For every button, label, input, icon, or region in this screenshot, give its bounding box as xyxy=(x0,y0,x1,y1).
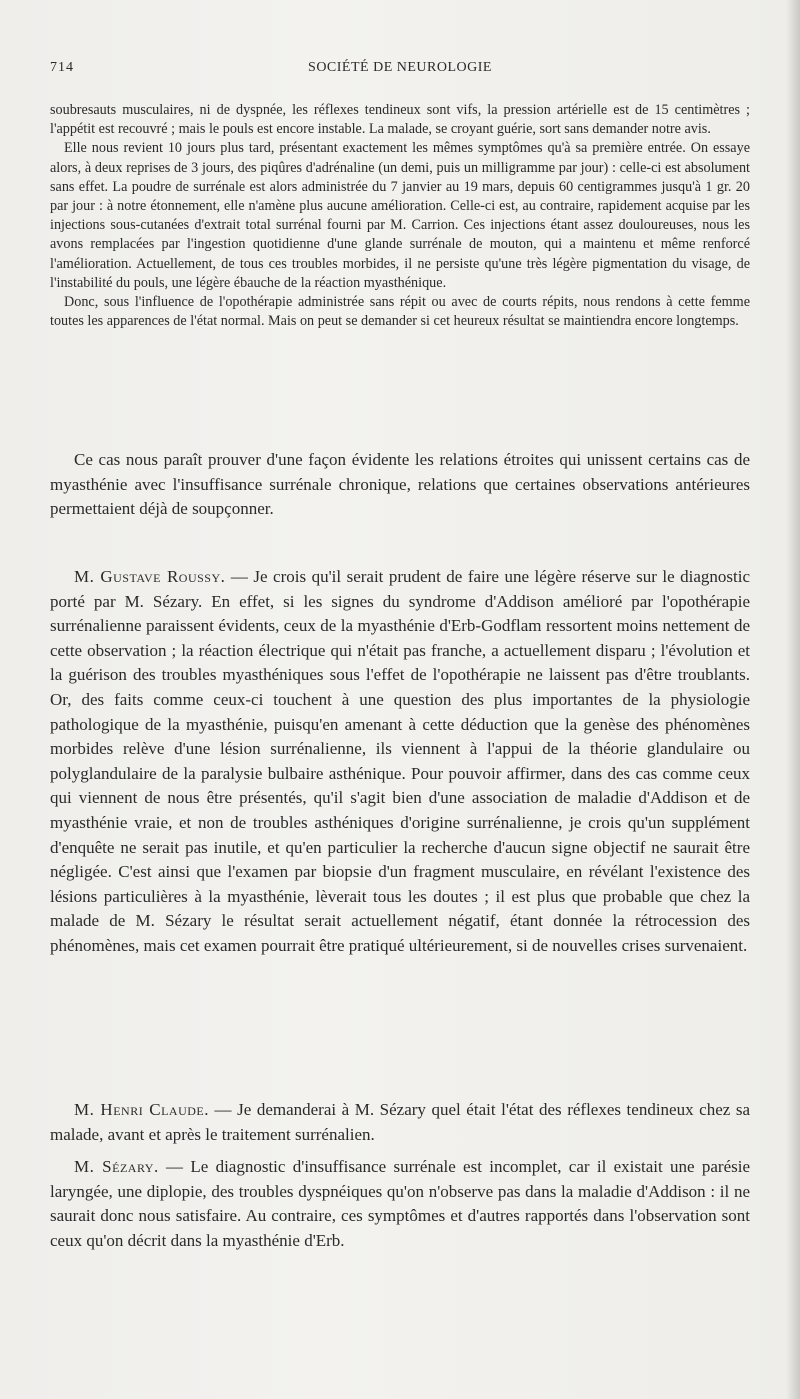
page-edge-shadow xyxy=(786,0,800,1399)
discussion-paragraph xyxy=(50,1098,750,1147)
speaker-name: M. Gustave Roussy. xyxy=(74,567,226,586)
discussion-paragraph xyxy=(50,565,750,959)
conclusion-paragraph: Ce cas nous paraît prouver d'une façon évidente les relations étroites qui unissent certains cas de myasthénie avec l'insuffisance surrénale chronique, relations que certaines observations antérieures permettaient déjà de soupçonner. xyxy=(50,450,750,519)
discussion-text: — Le diagnostic d'insuffisance surrénale est incomplet, car il existait une parésie laryngée, une diplopie, des troubles dyspnéiques qu'on n'observe pas dans la maladie d'Addison : il ne saurait donc nous satisfaire. Au contraire, ces symptômes et d'autres rapportés dans l'observation sont ceux qu'on décrit dans la myasthénie d'Erb. xyxy=(50,1157,751,1250)
discussion-text: — Je demanderai à M. Sézary quel était l'état des réflexes tendineux chez sa malade, avant et après le traitement surrénalien. xyxy=(50,1100,750,1144)
discussion-text: — Je crois qu'il serait prudent de faire une légère réserve sur le diagnostic porté par M. Sézary. En effet, si les signes du syndrome d'Addison amélioré par l'opothérapie surrénalienne paraissent évidents, ceux de la myasthénie d'Erb-Godflam ressortent moins nettement de cette observation ; la réaction électrique qui n'était pas franche, a actuellement disparu ; l'évolution et la guérison des troubles myasthéniques sous l'effet de l'opothérapie ne laissent pas d'être troublants. Or, des faits comme ceux-ci touchent à une question des plus importantes de la physiologie pathologique de la myasthénie, puisqu'en amenant à cette déduction que la genèse des phénomènes morbides relève d'une lésion surrénalienne, ils viennent à l'appui de la théorie glandulaire ou polyglandulaire de la paralysie bulbaire asthénique. Pour pouvoir affirmer, dans des cas comme ceux qui viennent de nous être présentés, qu'il s'agit bien d'une association de maladie d'Addison et de myasthénie vraie, et non de troubles asthéniques d'origine surrénalienne, je crois qu'un supplément d'enquête ne serait pas inutile, et qu'en particulier la recherche d'aucun signe objectif ne saurait être négligée. C'est ainsi que l'examen par biopsie d'un fragment musculaire, en révélant l'existence des lésions particulières à la myasthénie, lèverait tous les doutes ; il est plus que probable que chez la malade de M. Sézary le résultat serait actuellement négatif, étant donnée la rétrocession des phénomènes, mais cet examen pourrait être pratiqué ultérieurement, si de nouvelles crises survenaient. xyxy=(50,567,750,955)
page-number: 714 xyxy=(50,60,74,75)
discussion-roussy xyxy=(50,565,750,959)
observation-paragraph: soubresauts musculaires, ni de dyspnée, les réflexes tendineux sont vifs, la pression artérielle est de 15 centimètres ; l'appétit est recouvré ; mais le pouls est encore instable. La malade, se croyant guérie, sort sans demander notre avis. xyxy=(50,102,750,138)
discussion-sezary xyxy=(50,1155,750,1253)
running-title: SOCIÉTÉ DE NEUROLOGIE xyxy=(308,60,492,75)
discussion-claude xyxy=(50,1098,750,1147)
discussion-paragraph xyxy=(50,1155,750,1253)
speaker-name: M. Sézary. xyxy=(74,1157,159,1176)
observation-text xyxy=(50,101,750,331)
observation-paragraph: Elle nous revient 10 jours plus tard, présentant exactement les mêmes symptômes qu'à sa première entrée. On essaye alors, à deux reprises de 3 jours, des piqûres d'adrénaline (un demi, puis un milligramme par jour) : celle-ci est absolument sans effet. La poudre de surrénale est alors administrée du 7 janvier au 19 mars, depuis 60 centigrammes jusqu'à 1 gr. 20 par jour : à notre étonnement, elle n'amène plus aucune amélioration. Celle-ci est, au contraire, rapidement acquise par les injections sous-cutanées d'extrait total surrénal fourni par M. Carrion. Ces injections étant assez douloureuses, nous les avons remplacées par l'ingestion quotidienne d'une glande surrénale de mouton, qui a maintenu et même renforcé l'amélioration. Actuellement, de tous ces troubles morbides, il ne persiste qu'une très légère pigmentation du visage, de l'instabilité du pouls, une légère ébauche de la réaction myasthénique. xyxy=(50,140,750,291)
speaker-name: M. Henri Claude. xyxy=(74,1100,209,1119)
page-header xyxy=(50,60,750,84)
conclusion-text xyxy=(50,448,750,522)
observation-paragraph: Donc, sous l'influence de l'opothérapie administrée sans répit ou avec de courts répits, nous rendons à cette femme toutes les apparences de l'état normal. Mais on peut se demander si cet heureux résultat se maintiendra encore longtemps. xyxy=(50,294,750,330)
